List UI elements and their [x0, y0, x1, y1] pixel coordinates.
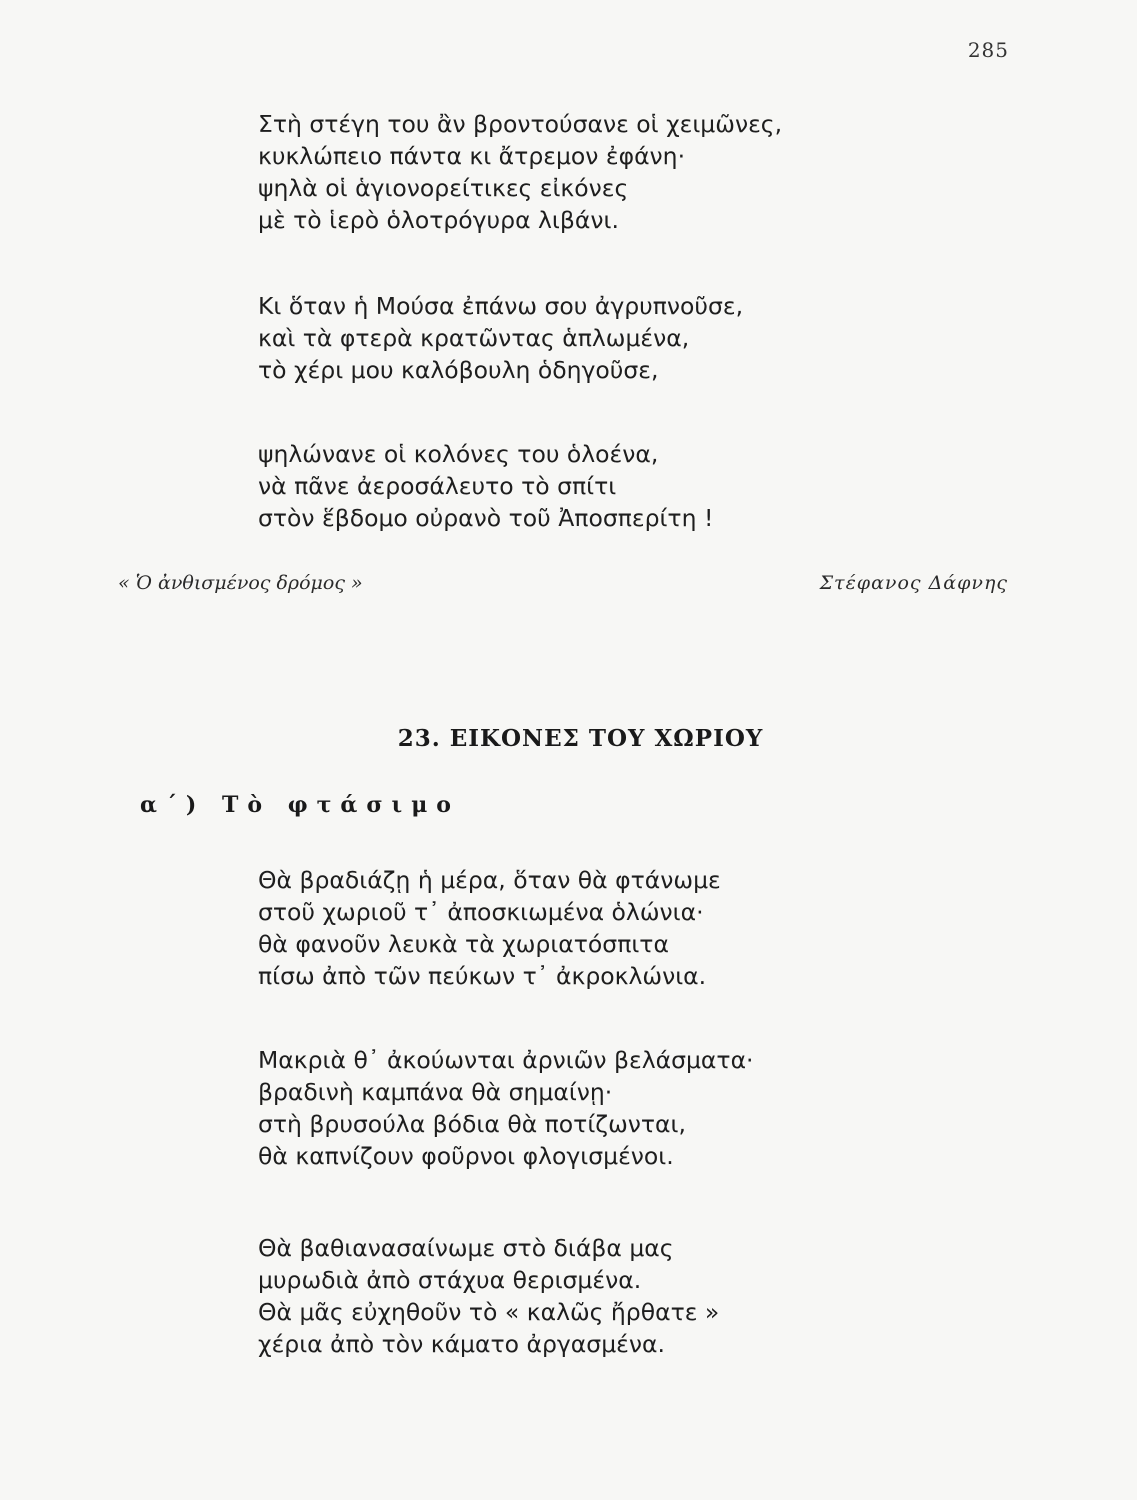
- verse-line: ψηλὰ οἱ ἁγιονορείτικες εἰκόνες: [258, 174, 629, 202]
- verse-line: χέρια ἀπὸ τὸν κάματο ἀργασμένα.: [258, 1330, 665, 1358]
- verse-line: νὰ πᾶνε ἀεροσάλευτο τὸ σπίτι: [258, 472, 617, 500]
- verse-line: Μακριὰ θ᾽ ἀκούωνται ἀρνιῶν βελάσματα·: [258, 1046, 754, 1074]
- verse-line: τὸ χέρι μου καλόβουλη ὁδηγοῦσε,: [258, 356, 659, 384]
- verse-line: μὲ τὸ ἱερὸ ὁλοτρόγυρα λιβάνι.: [258, 206, 619, 234]
- verse-line: Θὰ μᾶς εὐχηθοῦν τὸ « καλῶς ἤρθατε »: [258, 1298, 720, 1326]
- verse-line: καὶ τὰ φτερὰ κρατῶντας ἁπλωμένα,: [258, 324, 690, 352]
- verse-line: στὸν ἕβδομο οὐρανὸ τοῦ Ἀποσπερίτη !: [258, 504, 714, 532]
- source-title: « Ὁ ἀνθισμένος δρόμος »: [118, 572, 363, 594]
- verse-line: Θὰ βαθιανασαίνωμε στὸ διάβα μας: [258, 1234, 674, 1262]
- author-name: Στέφανος Δάφνης: [819, 572, 1008, 594]
- poem2-stanza: [258, 864, 721, 992]
- verse-line: κυκλώπειο πάντα κι ἄτρεμον ἐφάνη·: [258, 142, 686, 170]
- poem2-stanza: [258, 1232, 719, 1360]
- verse-line: στὴ βρυσούλα βόδια θὰ ποτίζωνται,: [258, 1110, 686, 1138]
- verse-line: στοῦ χωριοῦ τ᾽ ἀποσκιωμένα ὁλώνια·: [258, 898, 704, 926]
- verse-line: θὰ καπνίζουν φοῦρνοι φλογισμένοι.: [258, 1142, 674, 1170]
- poem1-stanza: [258, 108, 782, 236]
- verse-line: ψηλώνανε οἱ κολόνες του ὁλοένα,: [258, 440, 659, 468]
- verse-line: θὰ φανοῦν λευκὰ τὰ χωριατόσπιτα: [258, 930, 669, 958]
- section-title-text: 23. ΕΙΚΟΝΕΣ ΤΟΥ ΧΩΡΙΟΥ: [397, 725, 764, 752]
- verse-line: Στὴ στέγη του ἂν βροντούσανε οἱ χειμῶνες,: [258, 110, 783, 138]
- subsection-title: α΄) Τὸ φτάσιμο: [140, 792, 460, 818]
- section-title: [0, 725, 1137, 752]
- page-number: 285: [967, 38, 1009, 62]
- verse-line: Κι ὅταν ἡ Μούσα ἐπάνω σου ἀγρυπνοῦσε,: [258, 292, 744, 320]
- verse-line: βραδινὴ καμπάνα θὰ σημαίνῃ·: [258, 1078, 613, 1106]
- verse-line: πίσω ἀπὸ τῶν πεύκων τ᾽ ἀκροκλώνια.: [258, 962, 707, 990]
- verse-line: Θὰ βραδιάζῃ ἡ μέρα, ὅταν θὰ φτάνωμε: [258, 866, 721, 894]
- poem1-stanza: [258, 438, 713, 534]
- verse-line: μυρωδιὰ ἀπὸ στάχυα θερισμένα.: [258, 1266, 642, 1294]
- poem2-stanza: [258, 1044, 754, 1172]
- poem1-stanza: [258, 290, 743, 386]
